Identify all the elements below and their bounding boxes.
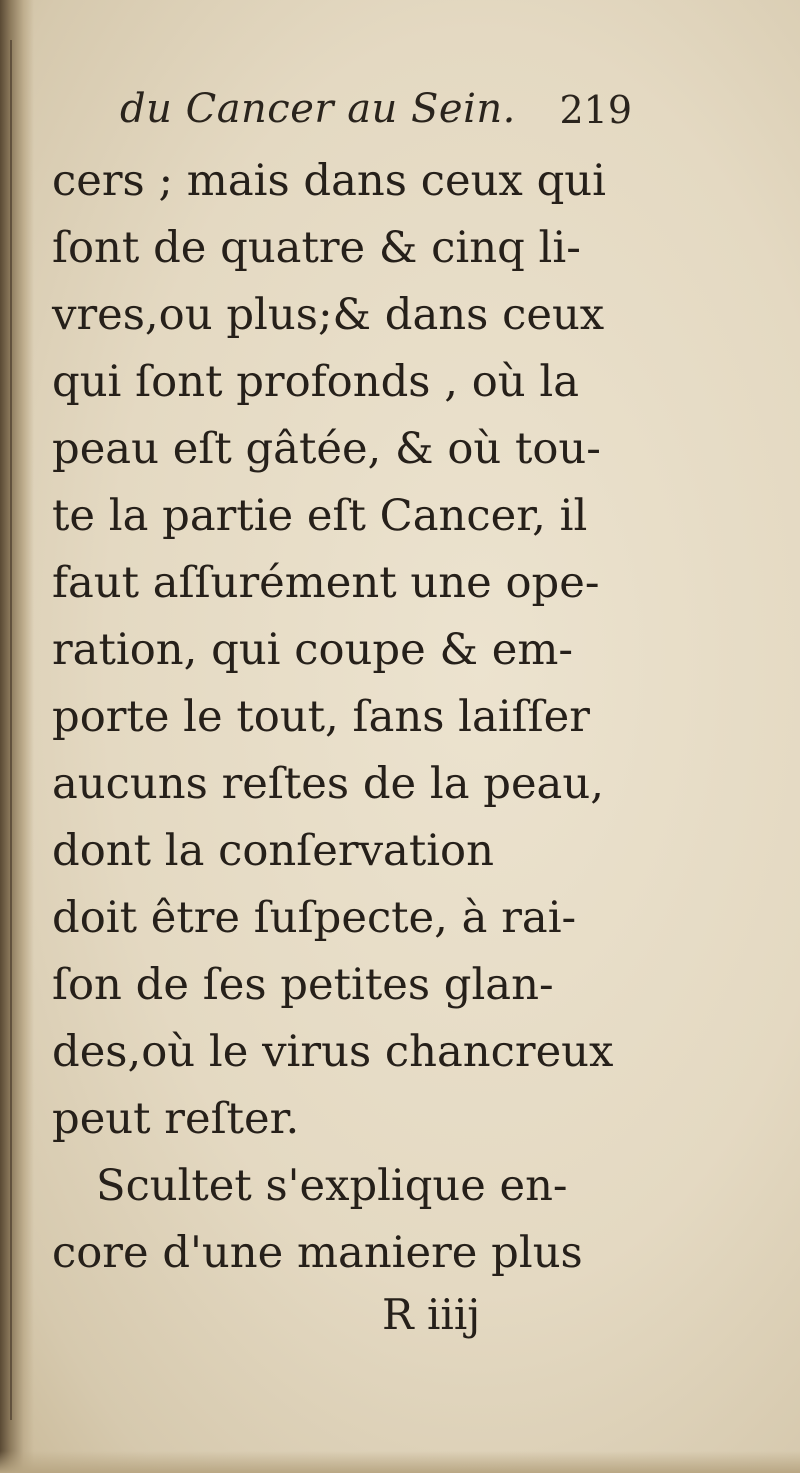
text-line: peau eſt gâtée, & où tou- xyxy=(52,424,601,474)
page-gutter xyxy=(0,0,34,1473)
page-header xyxy=(120,86,640,146)
text-line: dont la conſervation xyxy=(52,826,494,876)
text-line: vres,ou plus;& dans ceux xyxy=(52,290,605,340)
text-line: aucuns reſtes de la peau, xyxy=(52,759,604,809)
text-line: doit être ſuſpecte, à rai- xyxy=(52,893,577,943)
text-line: core d'une maniere plus xyxy=(52,1228,583,1278)
text-line: ſont de quatre & cinq li- xyxy=(52,223,581,273)
text-line: qui ſont profonds , où la xyxy=(52,357,580,407)
paragraph-start-line: Scultet s'explique en- xyxy=(96,1161,568,1211)
text-line: peut reſter. xyxy=(52,1094,300,1144)
text-line: te la partie eſt Cancer, il xyxy=(52,491,588,541)
text-line: cers ; mais dans ceux qui xyxy=(52,156,606,206)
text-line: des,où le virus chancreux xyxy=(52,1027,614,1077)
signature-mark: R iiij xyxy=(382,1290,481,1339)
text-line: faut aſſurément une ope- xyxy=(52,558,600,608)
page-number: 219 xyxy=(559,88,632,132)
gutter-shadow-line xyxy=(10,40,12,1420)
page-bottom-edge xyxy=(0,1451,800,1473)
text-line: porte le tout, ſans laiſſer xyxy=(52,692,590,742)
text-line: ſon de ſes petites glan- xyxy=(52,960,554,1010)
text-line: ration, qui coupe & em- xyxy=(52,625,573,675)
body-text xyxy=(52,148,652,1287)
running-title: du Cancer au Sein. xyxy=(120,86,516,132)
